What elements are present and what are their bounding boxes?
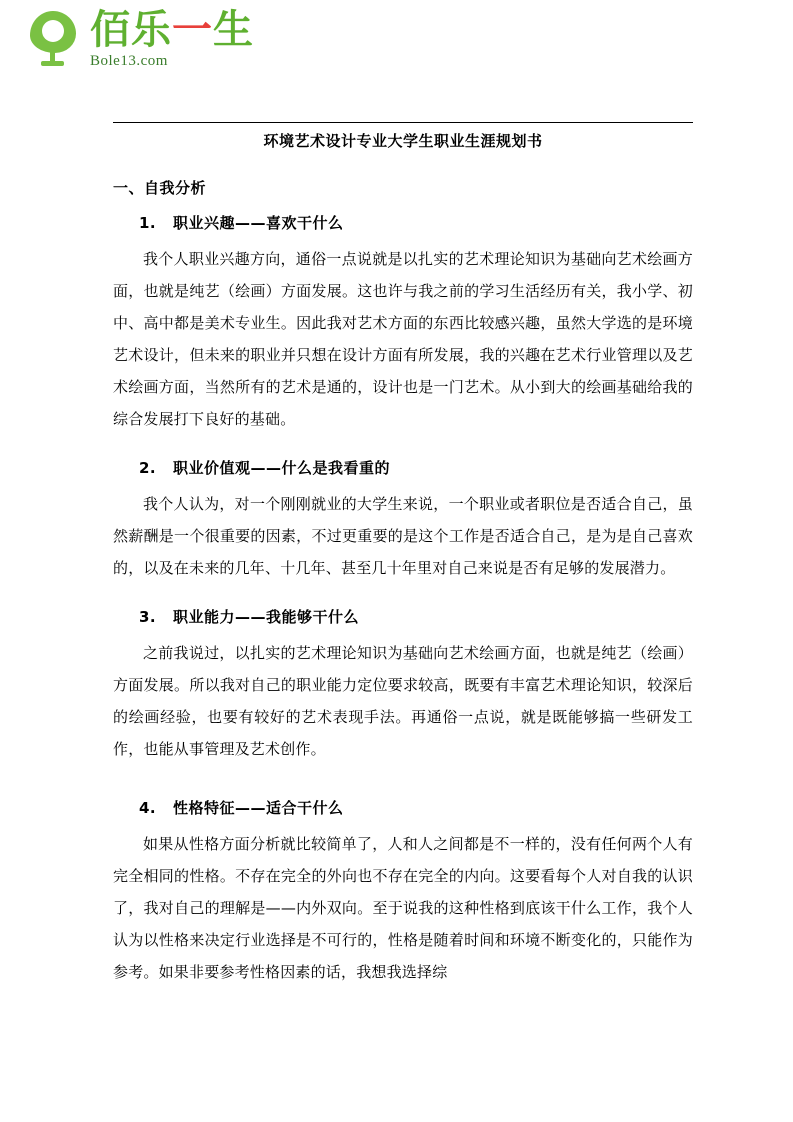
header-divider (113, 122, 693, 123)
subsection-4 (113, 797, 693, 988)
site-logo (0, 0, 793, 78)
subsection-2 (113, 457, 693, 584)
subsection-1-title: 职业兴趣——喜欢干什么 (173, 214, 344, 232)
subsection-3-heading (113, 606, 693, 627)
subsection-1 (113, 212, 693, 435)
subsection-2-paragraph: 我个人认为，对一个刚刚就业的大学生来说，一个职业或者职位是否适合自己，虽然薪酬是一个很重要的因素，不过更重要的是这个工作是否适合自己，是为是自己喜欢的，以及在未来的几年、十几年、甚至几十年里对自己来说是否有足够的发展潜力。 (113, 495, 693, 577)
subsection-3-paragraph: 之前我说过，以扎实的艺术理论知识为基础向艺术绘画方面，也就是纯艺（绘画）方面发展。所以我对自己的职业能力定位要求较高，既要有丰富艺术理论知识，较深后的绘画经验，也要有较好的艺术表现手法。再通俗一点说，就是既能够搞一些研发工作，也能从事管理及艺术创作。 (113, 644, 693, 758)
logo-url: Bole13.com (90, 52, 168, 69)
logo-text (90, 6, 254, 69)
subsection-4-paragraph: 如果从性格方面分析就比较简单了，人和人之间都是不一样的，没有任何两个人有完全相同的性格。不存在完全的外向也不存在完全的内向。这要看每个人对自我的认识了，我对自己的理解是——内外双向。至于说我的这种性格到底该干什么工作，我个人认为以性格来决定行业选择是不可行的，性格是随着时间和环境不断变化的，只能作为参考。如果非要参考性格因素的话，我想我选择综 (113, 835, 693, 981)
subsection-2-number: 2. (139, 459, 157, 477)
subsection-2-heading (113, 457, 693, 478)
logo-brand-part1: 佰乐 (90, 6, 172, 53)
subsection-3-number: 3. (139, 608, 157, 626)
subsection-3 (113, 606, 693, 765)
page-title: 环境艺术设计专业大学生职业生涯规划书 (263, 132, 543, 150)
subsection-3-title: 职业能力——我能够干什么 (173, 608, 360, 626)
section-heading-self-analysis: 一、自我分析 (113, 179, 207, 197)
logo-brand-name (90, 6, 254, 53)
tree-logo-icon (30, 11, 84, 67)
subsection-1-heading (113, 212, 693, 233)
subsection-1-number: 1. (139, 214, 157, 232)
logo-brand-part2: 生 (213, 6, 254, 53)
subsection-4-number: 4. (139, 799, 157, 817)
subsection-4-heading (113, 797, 693, 818)
document-body (113, 130, 693, 1010)
subsection-4-title: 性格特征——适合干什么 (173, 799, 344, 817)
logo-brand-accent: 一 (172, 6, 213, 53)
subsection-1-paragraph: 我个人职业兴趣方向，通俗一点说就是以扎实的艺术理论知识为基础向艺术绘画方面，也就是纯艺（绘画）方面发展。这也许与我之前的学习生活经历有关，我小学、初中、高中都是美术专业生。因此我对艺术方面的东西比较感兴趣，虽然大学选的是环境艺术设计，但未来的职业并只想在设计方面有所发展，我的兴趣在艺术行业管理以及艺术绘画方面，当然所有的艺术是通的，设计也是一门艺术。从小到大的绘画基础给我的综合发展打下良好的基础。 (113, 250, 693, 428)
subsection-2-title: 职业价值观——什么是我看重的 (173, 459, 391, 477)
